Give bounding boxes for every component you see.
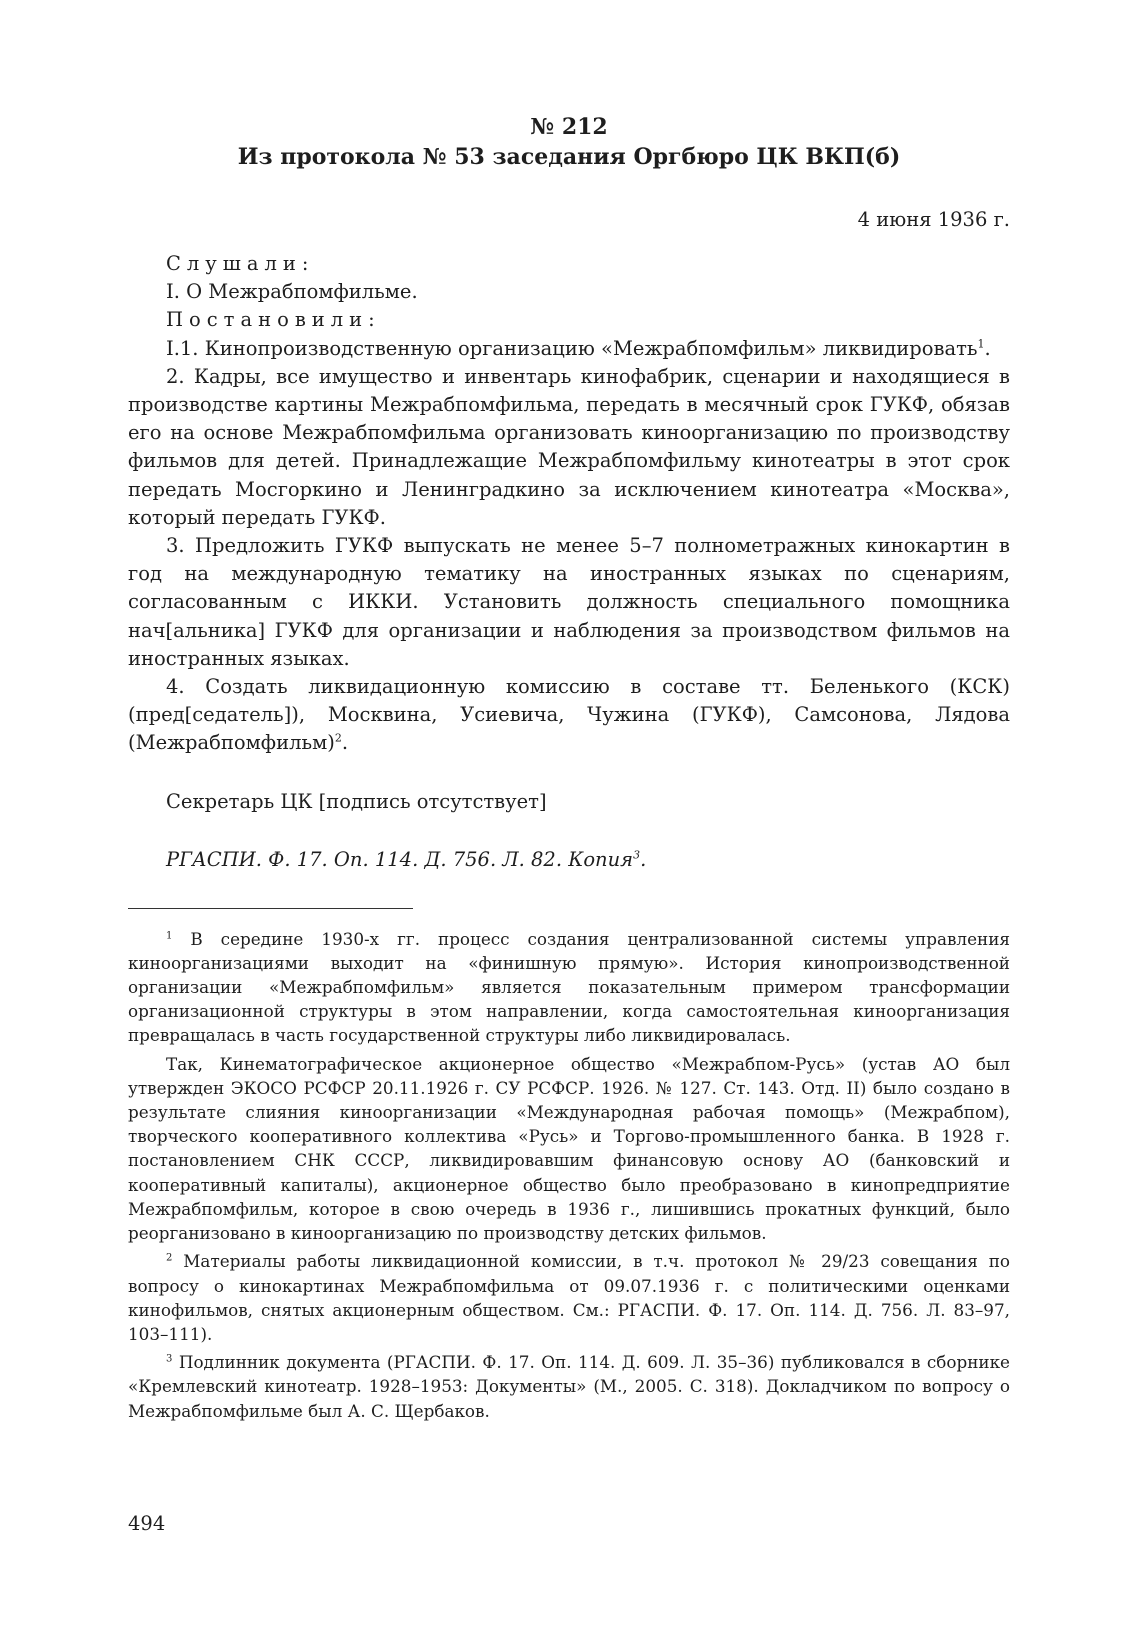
footnote-divider bbox=[128, 908, 413, 909]
footnote-1-continuation: Так, Кинематографическое акционерное общество «Межрабпом-Русь» (устав АО был утвержден ЭКОСО РСФСР 20.11.1926 г. СУ РСФСР. 1926. № 127. Ст. 143. Отд. II) было создано в результате слияния киноорганизации «Международная рабочая помощь» (Межрабпом), творческого кооперативного коллектива «Русь» и Торгово-промышленного банка. В 1928 г. постановлением СНК СССР, ликвидировавшим финансовую основу АО (банковский и кооперативный капиталы), акционерное общество было преобразовано в кинопредприятие Межрабпомфильм, которое в свою очередь в 1936 г., лишившись прокатных функций, было реорганизовано в киноорганизацию по производству детских фильмов. bbox=[128, 1053, 1010, 1244]
document-page bbox=[128, 112, 1010, 1427]
footnote-2: $^2$ Материалы работы ликвидационной комиссии, в т.ч. протокол № 29/23 совещания по вопросу о кинокартинах Межрабпомфильма от 09.07.1936 г. с политическими оценками кинофильмов, снятых акционерным обществом. См.: РГАСПИ. Ф. 17. Оп. 114. Д. 756. Л. 83–97, 103–111). bbox=[128, 1251, 1010, 1344]
resolved-label: Постановили: bbox=[166, 308, 381, 332]
document-date: 4 июня 1936 г. bbox=[857, 208, 1010, 231]
heard-label-line bbox=[128, 250, 1010, 278]
resolution-paragraph-2: 2. Кадры, все имущество и инвентарь кинофабрик, сценарии и находящиеся в производстве картины Межрабпомфильма, передать в месячный срок ГУКФ, обязав его на основе Межрабпомфильма организовать киноорганизацию по производству фильмов для детей. Принадлежащие Межрабпомфильму кинотеатры в этот срок передать Мосгоркино и Ленинградкино за исключением кинотеатра «Москва», который передать ГУКФ. bbox=[128, 364, 1010, 529]
protocol-body bbox=[128, 250, 1010, 758]
footnote-3-mark: 3 bbox=[166, 1353, 173, 1365]
archive-reference: РГАСПИ. Ф. 17. Оп. 114. Д. 756. Л. 82. Копия$^3$. bbox=[166, 847, 647, 871]
footnote-1-mark: 1 bbox=[166, 930, 173, 942]
heard-label: Слушали: bbox=[166, 252, 315, 275]
footnote-2-mark: 2 bbox=[166, 1252, 173, 1264]
footnote-1: $^1$ В середине 1930-х гг. процесс создания централизованной системы управления киноорганизациями выходит на «финишную прямую». История кинопроизводственной организации «Межрабпомфильм» является показательным примером трансформации организационной структуры в этом направлении, когда самостоятельная киноорганизация превращалась в часть государственной структуры либо ликвидировалась. bbox=[128, 928, 1010, 1046]
footnote-ref-2: 2 bbox=[334, 731, 342, 745]
document-title: Из протокола № 53 заседания Оргбюро ЦК ВКП(б) bbox=[237, 144, 901, 170]
footnote-ref-1: 1 bbox=[977, 337, 985, 351]
item-heading: I. О Межрабпомфильме. bbox=[166, 280, 418, 304]
resolution-paragraph-1: I.1. Кинопроизводственную организацию «Межрабпомфильм» ликвидировать$^1$. bbox=[166, 336, 991, 360]
resolution-paragraph-4: 4. Создать ликвидационную комиссию в составе тт. Беленького (КСК) (пред[седатель]), Москвина, Усиевича, Чужина (ГУКФ), Самсонова, Лядова (Межрабпомфильм)$^2$. bbox=[128, 675, 1010, 755]
footnotes bbox=[128, 927, 1010, 1423]
page-number: 494 bbox=[128, 1512, 166, 1535]
signature-line: Секретарь ЦК [подпись отсутствует] bbox=[166, 789, 547, 813]
resolution-paragraph-3: 3. Предложить ГУКФ выпускать не менее 5–7 полнометражных кинокартин в год на международную тематику на иностранных языках по сценариям, согласованным с ИККИ. Установить должность специального помощника нач[альника] ГУКФ для организации и наблюдения за производством фильмов на иностранных языках. bbox=[128, 534, 1010, 670]
footnote-ref-3: 3 bbox=[633, 848, 641, 862]
footnote-3: $^3$ Подлинник документа (РГАСПИ. Ф. 17. Оп. 114. Д. 609. Л. 35–36) публиковался в сборнике «Кремлевский кинотеатр. 1928–1953: Документы» (М., 2005. С. 318). Докладчиком по вопросу о Межрабпомфильме был А. С. Щербаков. bbox=[128, 1352, 1010, 1421]
document-number: № 212 bbox=[530, 114, 608, 140]
resolved-label-line bbox=[128, 306, 1010, 334]
